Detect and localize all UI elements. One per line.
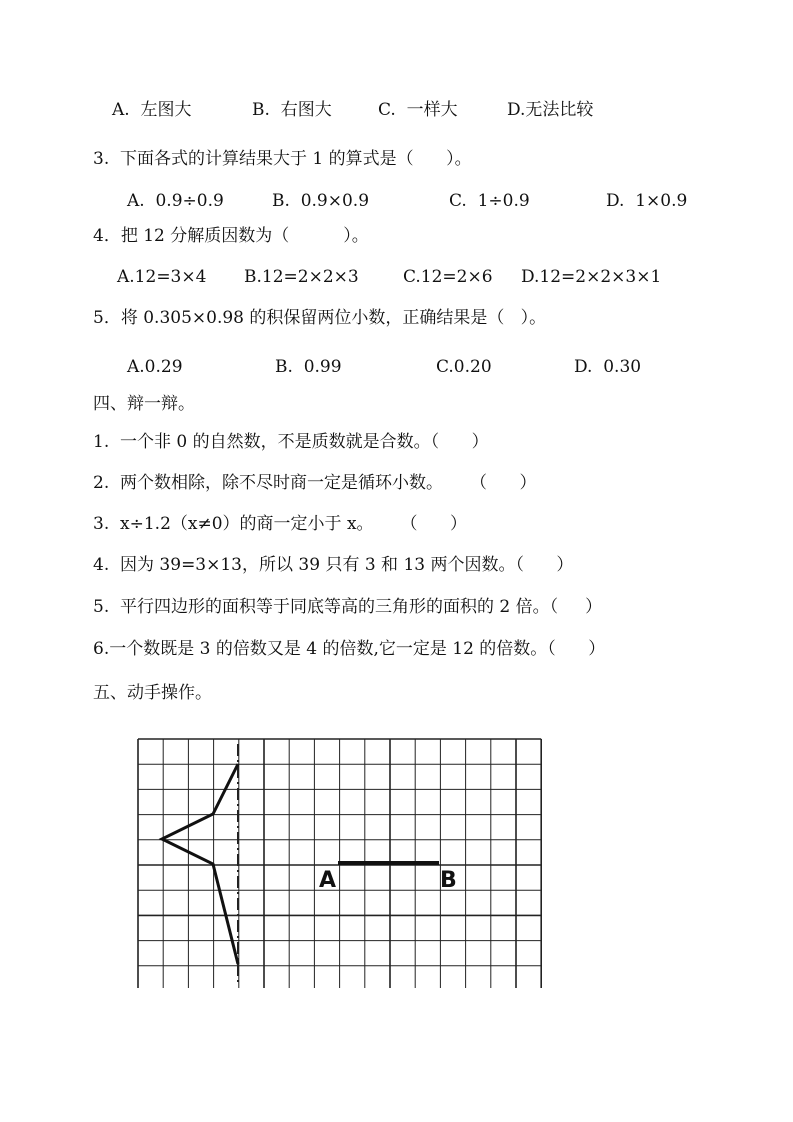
grid-figure-svg bbox=[137, 738, 543, 988]
q4-stem: 4．把 12 分解质因数为（ ）。 bbox=[93, 226, 369, 246]
section4-title: 四、辩一辩。 bbox=[93, 394, 195, 414]
section4-item-5: 5. 平行四边形的面积等于同底等高的三角形的面积的 2 倍。（ ） bbox=[93, 597, 603, 617]
q2-option-c: C. 一样大 bbox=[378, 100, 458, 120]
section4-item-1: 1. 一个非 0 的自然数，不是质数就是合数。（ ） bbox=[93, 432, 489, 452]
q3-option-c: C. 1÷0.9 bbox=[449, 191, 530, 211]
label-point-a: A bbox=[319, 868, 337, 893]
q3-option-b: B. 0.9×0.9 bbox=[272, 191, 370, 211]
symmetry-grid bbox=[137, 738, 543, 988]
q4-option-c: C.12=2×6 bbox=[403, 267, 493, 287]
q3-option-d: D. 1×0.9 bbox=[606, 191, 688, 211]
section4-item-4: 4. 因为 39=3×13，所以 39 只有 3 和 13 两个因数。（ ） bbox=[93, 555, 574, 575]
q2-option-b: B. 右图大 bbox=[252, 100, 332, 120]
q3-option-a: A. 0.9÷0.9 bbox=[127, 191, 224, 211]
section5-title: 五、动手操作。 bbox=[93, 683, 212, 703]
q5-option-c: C.0.20 bbox=[436, 357, 492, 377]
q5-stem: 5．将 0.305×0.98 的积保留两位小数，正确结果是（ ）。 bbox=[93, 308, 547, 328]
q2-option-d: D.无法比较 bbox=[507, 100, 594, 120]
half-star-shape bbox=[162, 764, 238, 964]
q5-option-b: B. 0.99 bbox=[275, 357, 342, 377]
q3-stem: 3. 下面各式的计算结果大于 1 的算式是（ ）。 bbox=[93, 149, 472, 169]
q5-option-d: D. 0.30 bbox=[574, 357, 642, 377]
q5-option-a: A.0.29 bbox=[127, 357, 183, 377]
q4-option-d: D.12=2×2×3×1 bbox=[521, 267, 662, 287]
section4-item-3: 3. x÷1.2（x≠0）的商一定小于 x。 （ ） bbox=[93, 514, 467, 534]
label-point-b: B bbox=[440, 868, 457, 893]
q4-option-b: B.12=2×2×3 bbox=[244, 267, 359, 287]
section4-item-2: 2. 两个数相除，除不尽时商一定是循环小数。 （ ） bbox=[93, 473, 537, 493]
section4-item-6: 6.一个数既是 3 的倍数又是 4 的倍数,它一定是 12 的倍数。（ ） bbox=[93, 639, 606, 659]
q4-option-a: A.12=3×4 bbox=[117, 267, 207, 287]
q2-option-a: A. 左图大 bbox=[112, 100, 192, 120]
